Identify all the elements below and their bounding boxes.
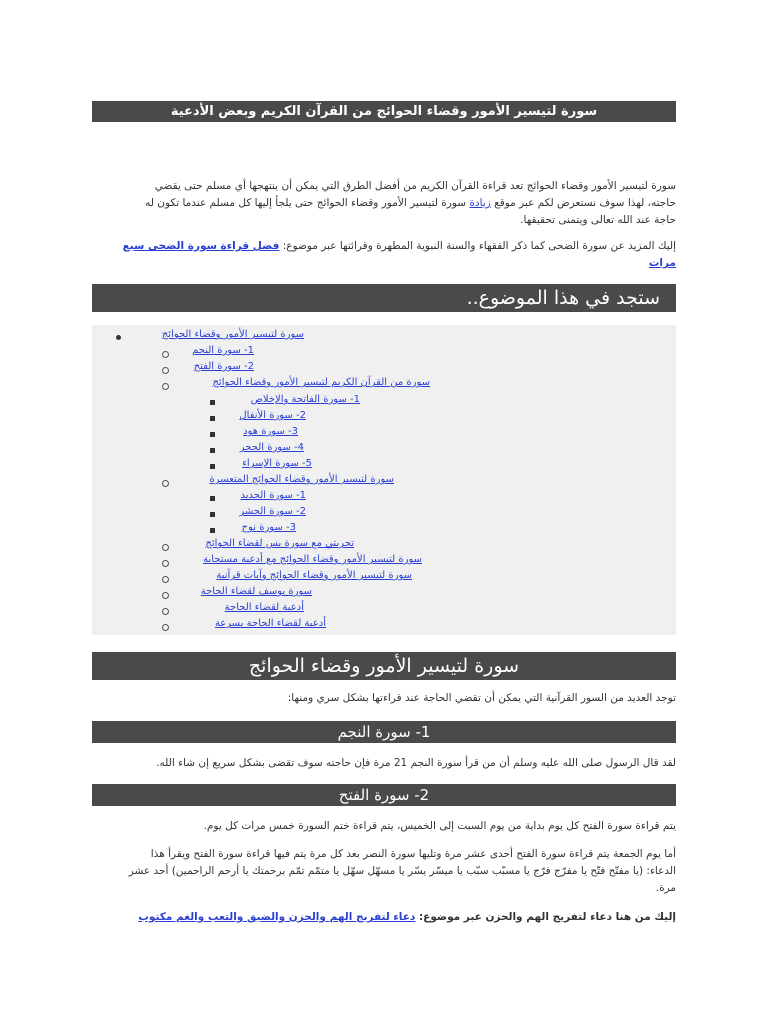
bullet-circle-icon	[162, 592, 169, 599]
toc-item[interactable]: أدعية لقضاء الحاجة	[224, 602, 304, 613]
bullet-circle-icon	[162, 576, 169, 583]
toc-item[interactable]: 2- سورة الأنفال	[239, 410, 306, 421]
toc-item[interactable]: 1- سورة النجم	[192, 345, 254, 356]
intro-line-2	[92, 195, 676, 212]
toc-item[interactable]: 2- سورة الفتح	[193, 361, 254, 372]
section-fath-text-2	[92, 846, 676, 897]
toc-item[interactable]: 2- سورة الحشر	[239, 506, 306, 517]
more-text: إليك المزيد عن سورة الضحى كما ذكر الفقهاء والسنة النبوية المطهرة وقرائتها عبر موضوع:	[282, 240, 676, 252]
bullet-square-icon	[210, 464, 215, 469]
bullet-circle-icon	[162, 608, 169, 615]
bullet-square-icon	[210, 416, 215, 421]
bullet-circle-icon	[162, 351, 169, 358]
toc-item[interactable]: سورة لتيسير الأمور وقضاء الحوائج المتعسرة	[209, 474, 394, 485]
more2-link[interactable]: دعاء لتفريج الهم والحزن والضيق والتعب والغم مكتوب	[138, 911, 416, 923]
page-title: سورة لتيسير الأمور وقضاء الحوائج من القرآن الكريم وبعض الأدعية	[92, 101, 676, 122]
toc-item[interactable]: 1- سورة الفاتحة والإخلاص	[250, 394, 360, 405]
section-fath-text-1: يتم قراءة سورة الفتح كل يوم بداية من يوم السبت إلى الخميس، يتم قراءة ختم السورة خمس مرات كل يوم.	[203, 820, 676, 832]
table-of-contents	[92, 325, 676, 635]
bullet-circle-icon	[162, 383, 169, 390]
section-heading-najm: 1- سورة النجم	[92, 721, 676, 743]
intro-line-2-post: سورة لتيسير الأمور وقضاء الحوائج حتى يلجأ إليها كل مسلم عندما تكون له	[145, 197, 467, 209]
bullet-disc-icon	[116, 335, 121, 340]
toc-item[interactable]: سورة لتيسير الأمور وقضاء الحوائج وآيات قرآنية	[216, 570, 412, 581]
bullet-circle-icon	[162, 624, 169, 631]
section-heading-main: سورة لتيسير الأمور وقضاء الحوائج	[92, 652, 676, 680]
bullet-circle-icon	[162, 480, 169, 487]
toc-item[interactable]: أدعية لقضاء الحاجة بسرعة	[214, 618, 326, 629]
toc-item[interactable]: 3- سورة هود	[243, 426, 298, 437]
toc-item[interactable]: 1- سورة الحديد	[240, 490, 306, 501]
bullet-circle-icon	[162, 544, 169, 551]
intro-line-2-pre: حاجته، لهذا سوف نستعرض لكم عبر موقع	[494, 197, 676, 209]
bullet-square-icon	[210, 400, 215, 405]
more-link[interactable]: فضل قراءة سورة الضحى سبع مرات	[122, 240, 676, 269]
fath-line-1: أما يوم الجمعة يتم قراءة سورة الفتح أحدى عشر مرة وتليها سورة النصر بعد كل مرة يتم فيها قراءة سورة الفتح ويقرأ هذا	[150, 848, 676, 860]
fath-line-2: الدعاء: (يا مفتّح فتّح يا مفرّج فرّج يا مسبّب سبّب يا ميسّر يسّر يا مسهّل سهّل يا متمّم تمّم برحمتك يا أرحم الراحمين) أحد عشر	[128, 865, 676, 877]
intro-line-1: سورة لتيسير الأمور وقضاء الحوائج تعد قراءة القرآن الكريم من أفضل الطرق التي يمكن أن ينتهجها أي مسلم حتى يقضي	[154, 180, 676, 192]
bullet-square-icon	[210, 528, 215, 533]
more2-text: إليك من هنا دعاء لتفريج الهم والحزن عبر موضوع:	[418, 911, 676, 923]
bullet-square-icon	[210, 448, 215, 453]
more2-paragraph	[92, 909, 676, 926]
section-main-text: توجد العديد من السور القرآنية التي يمكن أن تقضي الحاجة عند قراءتها بشكل سري ومنها:	[287, 692, 676, 704]
toc-item[interactable]: سورة لتيسير الأمور وقضاء الحوائج	[161, 329, 304, 340]
intro-line-3: حاجة عند الله تعالى ويتمنى تحقيقها.	[520, 214, 676, 226]
toc-item[interactable]: 4- سورة الحجر	[239, 442, 304, 453]
site-link[interactable]: زيادة	[469, 197, 491, 209]
toc-heading: ستجد في هذا الموضوع..	[92, 284, 676, 312]
fath-line-3: مرة.	[655, 882, 676, 894]
bullet-circle-icon	[162, 367, 169, 374]
section-najm-text: لقد قال الرسول صلى الله عليه وسلم أن من قرأ سورة النجم 21 مرة فإن حاجته سوف تقضى بشكل سريع إن شاء الله.	[156, 757, 676, 769]
toc-item[interactable]: 3- سورة نوح	[241, 522, 296, 533]
intro-paragraph	[92, 178, 676, 229]
toc-item[interactable]: تجربتي مع سورة يس لقضاء الحوائج	[205, 538, 354, 549]
bullet-square-icon	[210, 432, 215, 437]
section-heading-fath: 2- سورة الفتح	[92, 784, 676, 806]
bullet-circle-icon	[162, 560, 169, 567]
bullet-square-icon	[210, 496, 215, 501]
bullet-square-icon	[210, 512, 215, 517]
toc-item[interactable]: سورة لتيسير الأمور وقضاء الحوائج مع أدعية مستجابة	[203, 554, 422, 565]
toc-item[interactable]: 5- سورة الإسراء	[242, 458, 312, 469]
toc-item[interactable]: سورة من القرآن الكريم لتيسير الأمور وقضاء الحوائج	[212, 377, 430, 388]
more-paragraph	[92, 238, 676, 272]
toc-item[interactable]: سورة يوسف لقضاء الحاجة	[200, 586, 312, 597]
